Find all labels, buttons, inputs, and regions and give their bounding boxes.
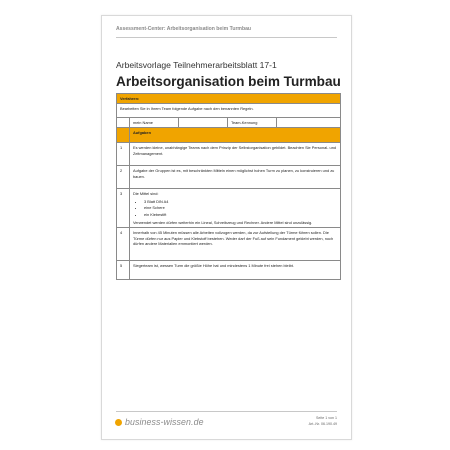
- task-row: [117, 189, 341, 228]
- tasks-label: Aufgaben: [130, 128, 341, 143]
- page-info: [309, 415, 337, 427]
- materials-item: • eine Schere: [144, 205, 337, 210]
- procedure-header-row: [117, 94, 341, 104]
- logo-dot-icon: [115, 419, 122, 426]
- intro-text: Bearbeiten Sie in Ihrem Team folgende Aufgabe nach den benannten Regeln.: [117, 104, 341, 118]
- running-header: Assessment-Center: Arbeitsorganisation beim Turmbau: [116, 26, 252, 32]
- procedure-label: Verfahren:: [117, 94, 341, 104]
- task-row: [117, 228, 341, 261]
- team-label: Team-Kennung: [228, 118, 277, 128]
- article-number: Art.-Nr. 06.190.49: [308, 422, 337, 426]
- task-row: [117, 143, 341, 166]
- task-text: Es werden kleine, unabhängige Teams nach dem Prinzip der Selbstorganisation gebildet. Beachten Sie Personal- und Zeitmanagement.: [130, 143, 341, 166]
- materials-intro: Die Mittel sind:: [133, 191, 159, 197]
- task-materials-cell: [130, 189, 341, 228]
- materials-item: • 3 Blatt DIN A4: [144, 199, 337, 204]
- task-number: 4: [117, 228, 130, 261]
- page-number: Seite 1 von 1: [316, 416, 337, 420]
- task-text: Siegerteam ist, wessen Turm die größte Höhe hat und mindestens 1 Minute frei stehen bleibt.: [130, 261, 341, 280]
- materials-note: Verwendet werden dürfen weiterhin ein Lineal, Schreibzeug und Rechner. Andere Mittel sind unzulässig.: [133, 220, 313, 226]
- document-title: Arbeitsorganisation beim Turmbau: [116, 74, 341, 89]
- tasks-header-row: [117, 128, 341, 143]
- materials-item: • ein Klebestift: [144, 212, 337, 217]
- logo-text: business-wissen.de: [125, 417, 204, 427]
- materials-list: [133, 199, 337, 218]
- footer-divider: [116, 411, 337, 412]
- brand-logo[interactable]: [115, 417, 204, 427]
- task-text: Aufgabe der Gruppen ist es, mit beschränkten Mitteln einen möglichst hohen Turm zu planen, zu konstruieren und zu bauen.: [130, 166, 341, 189]
- name-row: [117, 118, 341, 128]
- task-row: [117, 166, 341, 189]
- task-text: Innerhalb von 45 Minuten müssen alle Arbeiten vollzogen werden, da zur Aufstellung der Türme führen sollen. Die Türme dürfen nur aus Papier und Klebstoff bestehen. Weder darf der Fuß auf sein Fundament geklebt werden, noch dürfen andere Materialien emmontiert werden.: [130, 228, 341, 261]
- task-number: 5: [117, 261, 130, 280]
- name-field[interactable]: [179, 118, 228, 128]
- task-number: 3: [117, 189, 130, 228]
- name-spacer-cell: [117, 118, 130, 128]
- document-page: [101, 15, 352, 440]
- header-divider: [116, 37, 337, 38]
- task-number: 1: [117, 143, 130, 166]
- name-label: mein Name: [130, 118, 179, 128]
- task-row: [117, 261, 341, 280]
- tasks-header-spacer: [117, 128, 130, 143]
- document-subtitle: Arbeitsvorlage Teilnehmerarbeitsblatt 17-1: [116, 60, 277, 70]
- team-field[interactable]: [277, 118, 341, 128]
- task-table: [116, 93, 341, 280]
- intro-row: [117, 104, 341, 118]
- task-number: 2: [117, 166, 130, 189]
